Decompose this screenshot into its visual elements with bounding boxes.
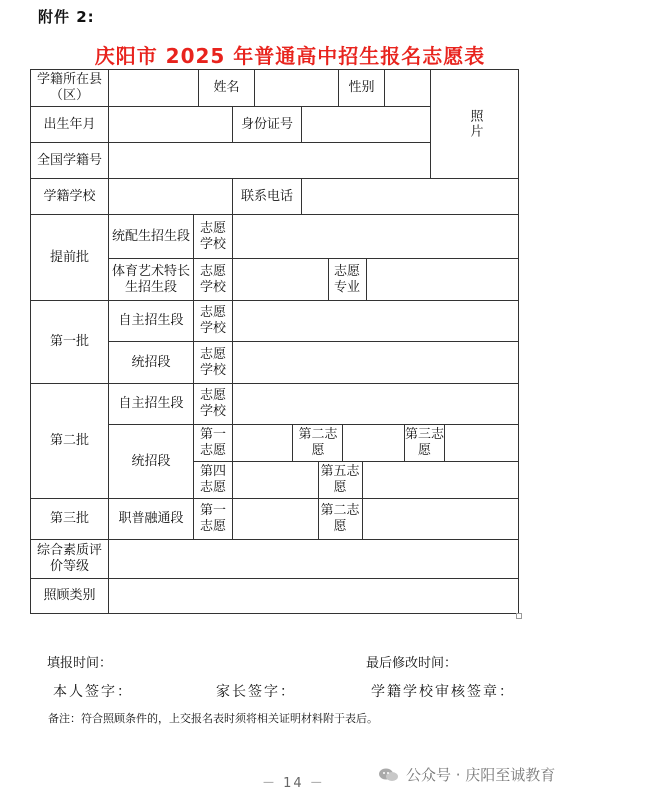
second-wish1-input[interactable] bbox=[233, 425, 292, 461]
name-input[interactable] bbox=[255, 70, 338, 106]
wish4-label: 第四志愿 bbox=[199, 464, 226, 495]
second-wish3-input[interactable] bbox=[445, 425, 518, 461]
gender-input[interactable] bbox=[385, 70, 430, 106]
allocated-school-input[interactable] bbox=[233, 215, 518, 258]
phone-label: 联系电话 bbox=[240, 188, 293, 204]
third-wish2-input[interactable] bbox=[363, 499, 518, 539]
school-label: 学籍学校 bbox=[43, 188, 96, 204]
birth-input[interactable] bbox=[109, 107, 232, 142]
gender-label: 性别 bbox=[348, 80, 375, 95]
watermark-text: 公众号 · 庆阳至诚教育 bbox=[406, 766, 556, 784]
second-batch-label: 第二批 bbox=[49, 433, 89, 448]
wish-school-label: 志愿学校 bbox=[199, 346, 226, 378]
photo-box[interactable] bbox=[431, 70, 518, 178]
wish-school-label: 志愿学校 bbox=[199, 263, 226, 295]
modify-time-label: 最后修改时间： bbox=[366, 656, 458, 671]
fill-time-label: 填报时间： bbox=[47, 656, 113, 671]
note: 备注：符合照顾条件的，上交报名表时须将相关证明材料附于表后。 bbox=[48, 712, 378, 725]
third-wish1-input[interactable] bbox=[233, 499, 318, 539]
id-number-label: 身份证号 bbox=[240, 116, 293, 132]
school-input[interactable] bbox=[109, 179, 232, 214]
second-wish4-input[interactable] bbox=[233, 462, 318, 498]
first-batch-label: 第一批 bbox=[49, 334, 89, 349]
phone-input[interactable] bbox=[302, 179, 518, 214]
wechat-icon bbox=[378, 767, 400, 783]
name-label: 姓名 bbox=[213, 80, 240, 95]
wish5-label: 第五志愿 bbox=[320, 464, 360, 495]
wish2-label: 第二志愿 bbox=[298, 427, 338, 458]
sports-art-label: 体育艺术特长生招生段 bbox=[112, 263, 191, 295]
second-autonomous-input[interactable] bbox=[233, 384, 518, 424]
sports-art-major-input[interactable] bbox=[367, 259, 518, 300]
wish3-label: 第三志愿 bbox=[405, 427, 445, 458]
wish1-label: 第一志愿 bbox=[199, 503, 226, 534]
county-input[interactable] bbox=[109, 70, 198, 106]
watermark bbox=[378, 764, 555, 785]
national-id-input[interactable] bbox=[109, 143, 430, 178]
table-corner-handle bbox=[516, 613, 522, 619]
school-sign-label: 学籍学校审核签章： bbox=[371, 684, 515, 700]
unified-label: 统招段 bbox=[131, 453, 171, 469]
national-id-label: 全国学籍号 bbox=[36, 152, 102, 168]
form-title: 庆阳市 2025 年普通高中招生报名志愿表 bbox=[94, 44, 486, 68]
wish1-label: 第一志愿 bbox=[199, 427, 226, 458]
care-input[interactable] bbox=[109, 579, 518, 613]
care-label: 照顾类别 bbox=[43, 588, 96, 603]
id-number-input[interactable] bbox=[302, 107, 430, 142]
page-number: － 14 － bbox=[262, 776, 325, 791]
second-wish2-input[interactable] bbox=[343, 425, 404, 461]
advance-batch-label: 提前批 bbox=[49, 249, 89, 265]
sports-art-school-input[interactable] bbox=[233, 259, 328, 300]
vocational-label: 职普融通段 bbox=[118, 511, 184, 526]
second-wish5-input[interactable] bbox=[363, 462, 518, 498]
wish-major-label: 志愿专业 bbox=[333, 263, 360, 295]
autonomous-label: 自主招生段 bbox=[118, 396, 184, 411]
county-label: 学籍所在县（区） bbox=[36, 72, 102, 103]
parent-sign-label: 家长签字： bbox=[216, 684, 296, 700]
quality-label: 综合素质评价等级 bbox=[36, 543, 102, 574]
self-sign-label: 本人签字： bbox=[53, 684, 133, 700]
birth-label: 出生年月 bbox=[43, 116, 96, 132]
wish2-label: 第二志愿 bbox=[320, 503, 360, 534]
first-unified-input[interactable] bbox=[233, 342, 518, 383]
unified-label: 统招段 bbox=[131, 354, 171, 370]
allocated-label: 统配生招生段 bbox=[112, 228, 191, 244]
autonomous-label: 自主招生段 bbox=[118, 313, 184, 328]
attachment-label: 附件 2: bbox=[38, 8, 95, 26]
wish-school-label: 志愿学校 bbox=[199, 305, 226, 336]
first-autonomous-input[interactable] bbox=[233, 301, 518, 341]
third-batch-label: 第三批 bbox=[49, 511, 89, 526]
quality-input[interactable] bbox=[109, 540, 518, 578]
wish-school-label: 志愿学校 bbox=[199, 220, 226, 252]
photo-label: 照片 bbox=[467, 109, 483, 139]
wish-school-label: 志愿学校 bbox=[199, 388, 226, 419]
